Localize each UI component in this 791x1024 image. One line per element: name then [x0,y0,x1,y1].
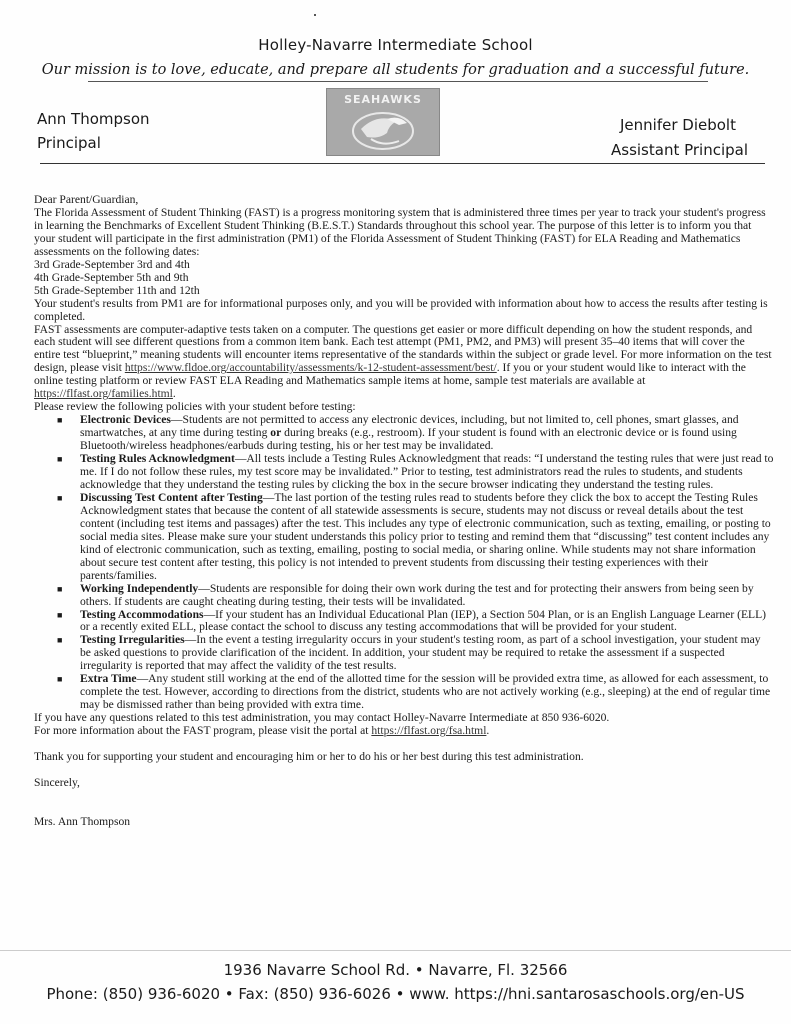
cat-text-2: . If you or your student would like to interact with the online testing platform or review FAST ELA Reading and Mathematics sample items at home, sample test materials are available at [34,361,746,388]
list-item [34,673,774,712]
signature: Mrs. Ann Thompson [34,814,131,828]
policy-title: Extra Time [80,672,137,686]
letter-body [34,194,774,829]
principal-name: Ann Thompson [37,110,150,128]
bullet-icon: ■ [57,492,63,503]
review-line: Please review the following policies with your student before testing: [34,400,356,414]
policy-emphasis: or [270,426,282,440]
policy-title: Electronic Devices [80,413,171,427]
policy-text: —All tests include a Testing Rules Acknowledgment that reads: “I understand the testing rules that were just read to me. If I do not follow these rules, my test score may be invalidated.” Prior to testing, test administrators read the rules to students, and students acknowledge that they understand the testing rules by clicking the box in the secure browser indicating they understand the testing rules. [80,452,774,491]
policy-text: —Any student still working at the end of the allotted time for the session will be provided extra time, as allowed for each assessment, to complete the test. However, according to directions from the district, students who are not actively working (e.g., sleeping) at the end of regular time may be dismissed rather than being provided with extra time. [80,672,771,712]
salutation: Dear Parent/Guardian, [34,193,139,206]
results-paragraph: Your student's results from PM1 are for informational purposes only, and you will be provided with information about how to access the results after testing is completed. [34,296,768,323]
date-line: 3rd Grade-September 3rd and 4th [34,257,190,271]
scan-speck [314,14,316,16]
list-item [34,634,774,673]
footer-divider [0,950,791,951]
fsa-link[interactable]: https://flfast.org/fsa.html [371,724,487,738]
policy-title: Discussing Test Content after Testing [80,490,263,504]
mission-statement: Our mission is to love, educate, and prepare all students for graduation and a successful future. [41,62,750,78]
closing: Sincerely, [34,775,80,789]
bullet-icon: ■ [57,415,63,426]
policy-text: during breaks (e.g., restroom). If your student is found with an electronic device or is found using Bluetooth/wireless headphones/earbuds during testing, his or her test may be invalidated. [80,426,737,453]
policy-title: Testing Irregularities [80,633,185,647]
logo-text: SEAHAWKS [344,93,422,106]
list-item [34,453,774,492]
bullet-icon: ■ [57,609,63,620]
policy-text: —Students are responsible for doing their own work during the test and for protecting their answers from being seen by others. If students are caught cheating during testing, their tests will be invalidated. [80,581,754,608]
list-item [34,583,774,609]
more-info-text: For more information about the FAST program, please visit the portal at [34,724,369,738]
date-line: 5th Grade-September 11th and 12th [34,283,200,297]
policy-text: —The last portion of the testing rules read to students before they click the box to accept the Testing Rules Acknowledgment states that because the content of all statewide assessments is secure, students may not discuss or reveal details about the test content (including test items and passages) after the test. This includes any type of electronic communication, such as texting, emailing, or posting to social media sites. Please make sure your student understands this policy prior to testing and remind them that “discussing” test content includes any kind of electronic communication, such as texting, emailing, posting to social media, or sharing online. While students may not share information about secure test content after testing, this policy is not intended to prevent students from discussing their testing experiences with their parents/families. [80,490,771,582]
policy-title: Working Independently [80,581,199,595]
bullet-icon: ■ [57,674,63,685]
cat-paragraph: FAST assessments are computer-adaptive tests taken on a computer. The questions get easier or more difficult depending on how the student responds, and each student will see different questions from a common item bank. Each test attempt (PM1, PM2, and PM3) will present 35–40 items that will cover the entire test “blueprint,” meaning students will encounter items representative of the standards within the subject or grade level. For more information on the test design, please visit https://www.fldoe.org/accountability/assessments/k-12-student-assessment/best/. If you or your student would like to interact with the online testing platform or review FAST ELA Reading and Mathematics sample items at home, sample test materials are available at https://flfast.org/families.html. [34,322,772,401]
bullet-icon: ■ [57,454,63,465]
policy-list [34,414,774,712]
mission-underline [88,81,708,82]
footer-contact: Phone: (850) 936-6020 • Fax: (850) 936-6026 • www. https://hni.santarosaschools.org/en-US [46,985,745,1003]
policy-title: Testing Accommodations [80,607,204,621]
list-item [34,414,774,453]
date-line: 4th Grade-September 5th and 9th [34,270,189,284]
school-name: Holley-Navarre Intermediate School [258,36,533,54]
header-divider [40,163,765,164]
policy-title: Testing Rules Acknowledgment [80,452,235,466]
policy-text: —In the event a testing irregularity occurs in your student's testing room, as part of a school investigation, your student may be asked questions to provide clarification of the incident. In addition, your student may be required to retake the assessment if a suspected irregularity is reported that may affect the validity of the test results. [80,633,761,673]
more-info-line: For more information about the FAST program, please visit the portal at https://flfast.org/fsa.html. [34,724,490,738]
families-link[interactable]: https://flfast.org/families.html [34,387,173,401]
bullet-icon: ■ [57,635,63,646]
fldoe-link[interactable]: https://www.fldoe.org/accountability/assessments/k-12-student-assessment/best/ [124,361,497,375]
principal-title: Principal [37,134,101,152]
footer-address: 1936 Navarre School Rd. • Navarre, Fl. 32566 [223,961,568,979]
intro-paragraph: The Florida Assessment of Student Thinking (FAST) is a progress monitoring system that is administered three times per year to track your student's progress in learning the Benchmarks of Excellent Student Thinking (B.E.S.T.) Standards throughout this school year. The purpose of this letter is to inform you that your student will participate in the first administration (PM1) of the Florida Assessment of Student Thinking (FAST) for ELA Reading and Mathematics assessments on the following dates: [34,205,766,258]
bullet-icon: ■ [57,583,63,594]
assistant-principal-name: Jennifer Diebolt [620,116,736,134]
seahawks-logo [326,88,440,156]
policy-text: —Students are not permitted to access any electronic devices, including, but not limited to, cell phones, smart glasses, and smartwatches, at any time during testing [80,413,739,440]
cat-text: FAST assessments are computer-adaptive tests taken on a computer. The questions get easier or more difficult depending on how the student responds, and each student will see different questions from a common item bank. Each test attempt (PM1, PM2, and PM3) will present 35–40 items that will cover the entire test “blueprint,” meaning students will encounter items representative of the standards within the subject or grade level. For more information on the test design, please visit [34,322,772,375]
policy-text: —If your student has an Individual Educational Plan (IEP), a Section 504 Plan, or is an English Language Learner (ELL) or a recently exited ELL, please contact the school to discuss any testing accommodations that will be provided for your student. [80,607,767,634]
questions-line: If you have any questions related to this test administration, you may contact Holley-Navarre Intermediate at 850 936-6020. [34,711,610,725]
thanks-line: Thank you for supporting your student and encouraging him or her to do his or her best during this test administration. [34,750,584,764]
list-item [34,492,774,583]
list-item [34,609,774,635]
assistant-principal-title: Assistant Principal [611,141,749,159]
